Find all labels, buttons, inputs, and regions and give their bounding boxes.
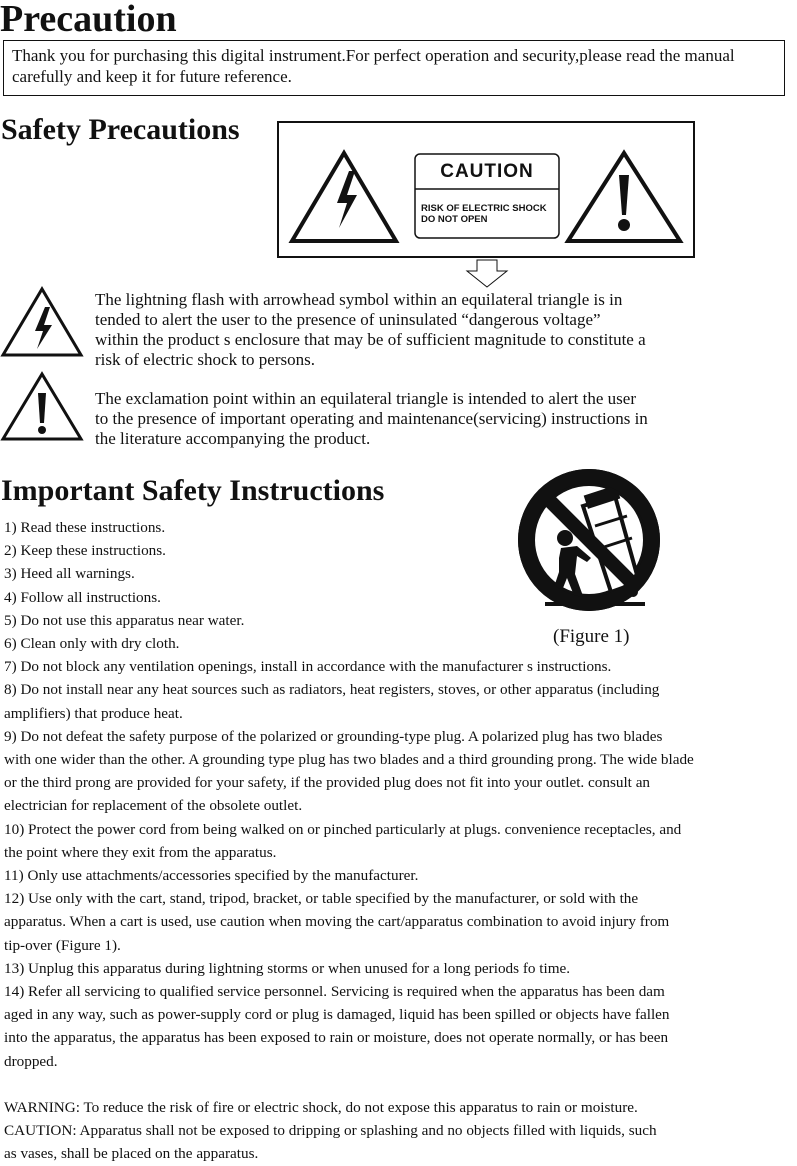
list-item: 2) Keep these instructions. [4, 542, 166, 560]
list-item: aged in any way, such as power-supply cord or plug is damaged, liquid has been spilled or objects have fallen [4, 1006, 670, 1024]
text-line: tended to alert the user to the presence of uninsulated “dangerous voltage” [95, 310, 601, 329]
intro-box: Thank you for purchasing this digital instrument.For perfect operation and security,please read the manual carefully and keep it for future reference. [3, 40, 785, 96]
text-line: risk of electric shock to persons. [95, 350, 315, 369]
instructions-list [4, 516, 794, 1166]
exclamation-description [95, 389, 795, 449]
text-line: The exclamation point within an equilateral triangle is intended to alert the user [95, 389, 636, 408]
text-line: the literature accompanying the product. [95, 429, 371, 448]
list-item: 7) Do not block any ventilation openings, install in accordance with the manufacturer s instructions. [4, 658, 612, 676]
lightning-description [95, 290, 795, 370]
exclamation-symbol-icon [0, 371, 84, 441]
list-item: 6) Clean only with dry cloth. [4, 635, 180, 653]
list-item: 14) Refer all servicing to qualified service personnel. Servicing is required when the apparatus has been dam [4, 983, 665, 1001]
lightning-bolt-icon [337, 171, 357, 228]
list-item: or the third prong are provided for your safety, if the provided plug does not fit into your outlet. consult an [4, 774, 651, 792]
list-item: 3) Heed all warnings. [4, 565, 135, 583]
text-line: within the product s enclosure that may be of sufficient magnitude to constitute a [95, 330, 646, 349]
list-item: into the apparatus, the apparatus has been exposed to rain or moisture, does not operate normally, or has been [4, 1029, 669, 1047]
caution-label-risk: RISK OF ELECTRIC SHOCK [421, 203, 547, 214]
text-line: to the presence of important operating and maintenance(servicing) instructions in [95, 409, 648, 428]
list-item: 8) Do not install near any heat sources such as radiators, heat registers, stoves, or other apparatus (including [4, 681, 660, 699]
caution-panel-graphics [279, 123, 693, 256]
list-item: 10) Protect the power cord from being walked on or pinched particularly at plugs. convenience receptacles, and [4, 820, 682, 838]
safety-precautions-heading: Safety Precautions [1, 113, 240, 146]
list-item: 13) Unplug this apparatus during lightning storms or when unused for a long periods fo time. [4, 959, 571, 977]
list-item: 4) Follow all instructions. [4, 588, 161, 606]
list-item: 12) Use only with the cart, stand, tripod, bracket, or table specified by the manufacturer, or sold with the [4, 890, 639, 908]
list-item: 11) Only use attachments/accessories specified by the manufacturer. [4, 867, 419, 885]
list-item: tip-over (Figure 1). [4, 936, 121, 954]
list-item: amplifiers) that produce heat. [4, 704, 183, 722]
text-line: The lightning flash with arrowhead symbol within an equilateral triangle is in [95, 290, 623, 309]
caution-label-title: CAUTION [440, 161, 534, 182]
blank-line [4, 1073, 794, 1096]
list-item: 1) Read these instructions. [4, 519, 166, 536]
list-item: dropped. [4, 1052, 58, 1070]
list-item: electrician for replacement of the obsolete outlet. [4, 797, 303, 815]
down-arrow-icon [465, 259, 509, 289]
list-item: 5) Do not use this apparatus near water. [4, 611, 245, 629]
caution-text: as vases, shall be placed on the apparatus. [4, 1145, 259, 1163]
warning-text: WARNING: To reduce the risk of fire or electric shock, do not expose this apparatus to rain or moisture. [4, 1099, 638, 1117]
caution-panel [277, 121, 695, 258]
list-item: with one wider than the other. A grounding type plug has two blades and a third grounding prong. The wide blade [4, 751, 694, 769]
list-item: the point where they exit from the apparatus. [4, 843, 277, 861]
caution-text: CAUTION: Apparatus shall not be exposed to dripping or splashing and no objects filled with liquids, such [4, 1122, 657, 1140]
list-item: 9) Do not defeat the safety purpose of the polarized or grounding-type plug. A polarized plug has two blades [4, 727, 663, 745]
page-title: Precaution [0, 0, 177, 40]
figure-caption: (Figure 1) [553, 626, 630, 647]
lightning-symbol-icon [0, 285, 84, 357]
list-item: apparatus. When a cart is used, use caution when moving the cart/apparatus combination to avoid injury from [4, 913, 670, 931]
exclamation-mark-icon [619, 175, 629, 215]
important-safety-heading: Important Safety Instructions [1, 474, 385, 507]
caution-label-do-not-open: DO NOT OPEN [421, 214, 488, 225]
